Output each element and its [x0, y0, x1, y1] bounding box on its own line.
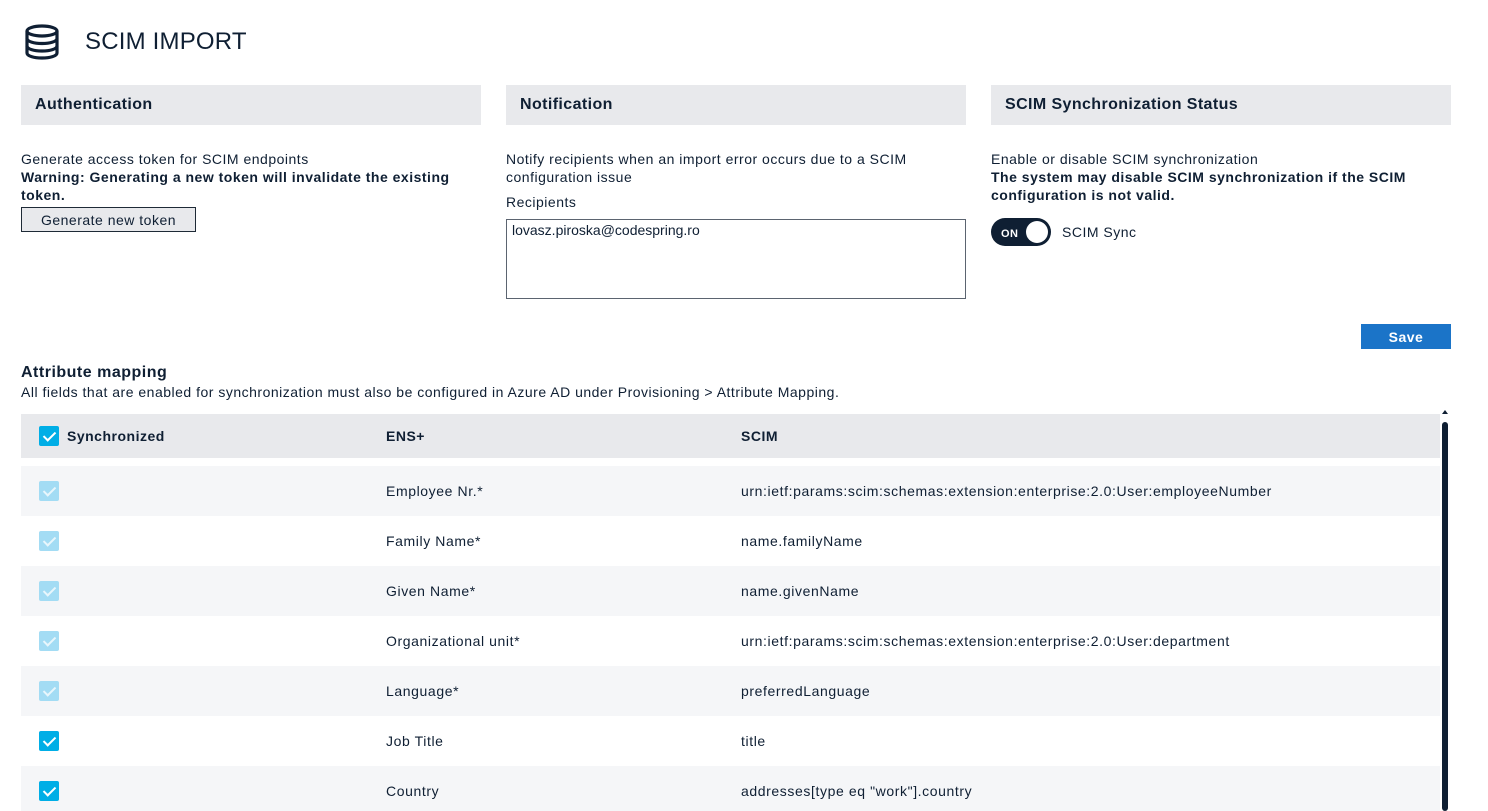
scim-attribute: name.givenName — [741, 583, 860, 599]
authentication-description: Generate access token for SCIM endpoints — [21, 151, 309, 167]
ens-field-name: Employee Nr.* — [386, 483, 484, 499]
sync-checkbox — [39, 481, 59, 501]
sync-checkbox — [39, 581, 59, 601]
table-scrollbar[interactable] — [1441, 410, 1449, 811]
scim-attribute: title — [741, 733, 766, 749]
scim-sync-toggle[interactable] — [991, 218, 1051, 246]
sync-checkbox — [39, 631, 59, 651]
header-scim: SCIM — [741, 428, 778, 444]
attribute-mapping-table — [21, 414, 1440, 811]
toggle-knob — [1026, 221, 1048, 243]
sync-description: Enable or disable SCIM synchronization — [991, 151, 1259, 167]
ens-field-name: Family Name* — [386, 533, 482, 549]
sync-checkbox[interactable] — [39, 731, 59, 751]
table-row — [21, 516, 1440, 566]
notification-heading: Notification — [506, 85, 966, 125]
notification-panel — [506, 85, 966, 303]
ens-field-name: Job Title — [386, 733, 444, 749]
table-row — [21, 766, 1440, 811]
save-button[interactable]: Save — [1361, 324, 1451, 349]
table-row — [21, 666, 1440, 716]
sync-status-heading: SCIM Synchronization Status — [991, 85, 1451, 125]
notification-description: Notify recipients when an import error occurs due to a SCIM configuration issue — [506, 151, 907, 185]
scim-attribute: urn:ietf:params:scim:schemas:extension:enterprise:2.0:User:employeeNumber — [741, 483, 1272, 499]
header-synchronized: Synchronized — [67, 428, 165, 444]
authentication-warning: Warning: Generating a new token will invalidate the existing token. — [21, 169, 450, 203]
page-title: SCIM IMPORT — [85, 28, 247, 55]
ens-field-name: Given Name* — [386, 583, 476, 599]
ens-field-name: Country — [386, 783, 440, 799]
ens-field-name: Organizational unit* — [386, 633, 521, 649]
page-header — [22, 22, 247, 62]
recipients-input[interactable] — [506, 219, 966, 299]
sync-status-panel — [991, 85, 1451, 246]
scim-attribute: preferredLanguage — [741, 683, 871, 699]
ens-field-name: Language* — [386, 683, 460, 699]
generate-token-button[interactable]: Generate new token — [21, 207, 196, 232]
sync-warning: The system may disable SCIM synchronization if the SCIM configuration is not valid. — [991, 169, 1406, 203]
database-icon — [22, 22, 62, 62]
header-ens: ENS+ — [386, 428, 425, 444]
scroll-up-arrow-icon[interactable] — [1442, 410, 1448, 414]
scroll-thumb[interactable] — [1442, 422, 1448, 811]
scim-attribute: name.familyName — [741, 533, 863, 549]
scim-sync-label: SCIM Sync — [1062, 224, 1137, 240]
attribute-mapping-description: All fields that are enabled for synchronization must also be configured in Azure AD under Provisioning > Attribute Mapping. — [21, 384, 840, 400]
attribute-mapping-title: Attribute mapping — [21, 364, 168, 381]
scim-attribute: urn:ietf:params:scim:schemas:extension:enterprise:2.0:User:department — [741, 633, 1230, 649]
sync-checkbox — [39, 531, 59, 551]
sync-checkbox[interactable] — [39, 781, 59, 801]
table-header — [21, 414, 1440, 458]
select-all-checkbox[interactable] — [39, 426, 59, 446]
toggle-state: ON — [1001, 228, 1019, 240]
sync-checkbox — [39, 681, 59, 701]
authentication-heading: Authentication — [21, 85, 481, 125]
scim-attribute: addresses[type eq "work"].country — [741, 783, 973, 799]
table-row — [21, 566, 1440, 616]
table-row — [21, 616, 1440, 666]
authentication-panel — [21, 85, 481, 232]
table-row — [21, 716, 1440, 766]
recipients-label: Recipients — [506, 194, 577, 210]
table-row — [21, 466, 1440, 516]
